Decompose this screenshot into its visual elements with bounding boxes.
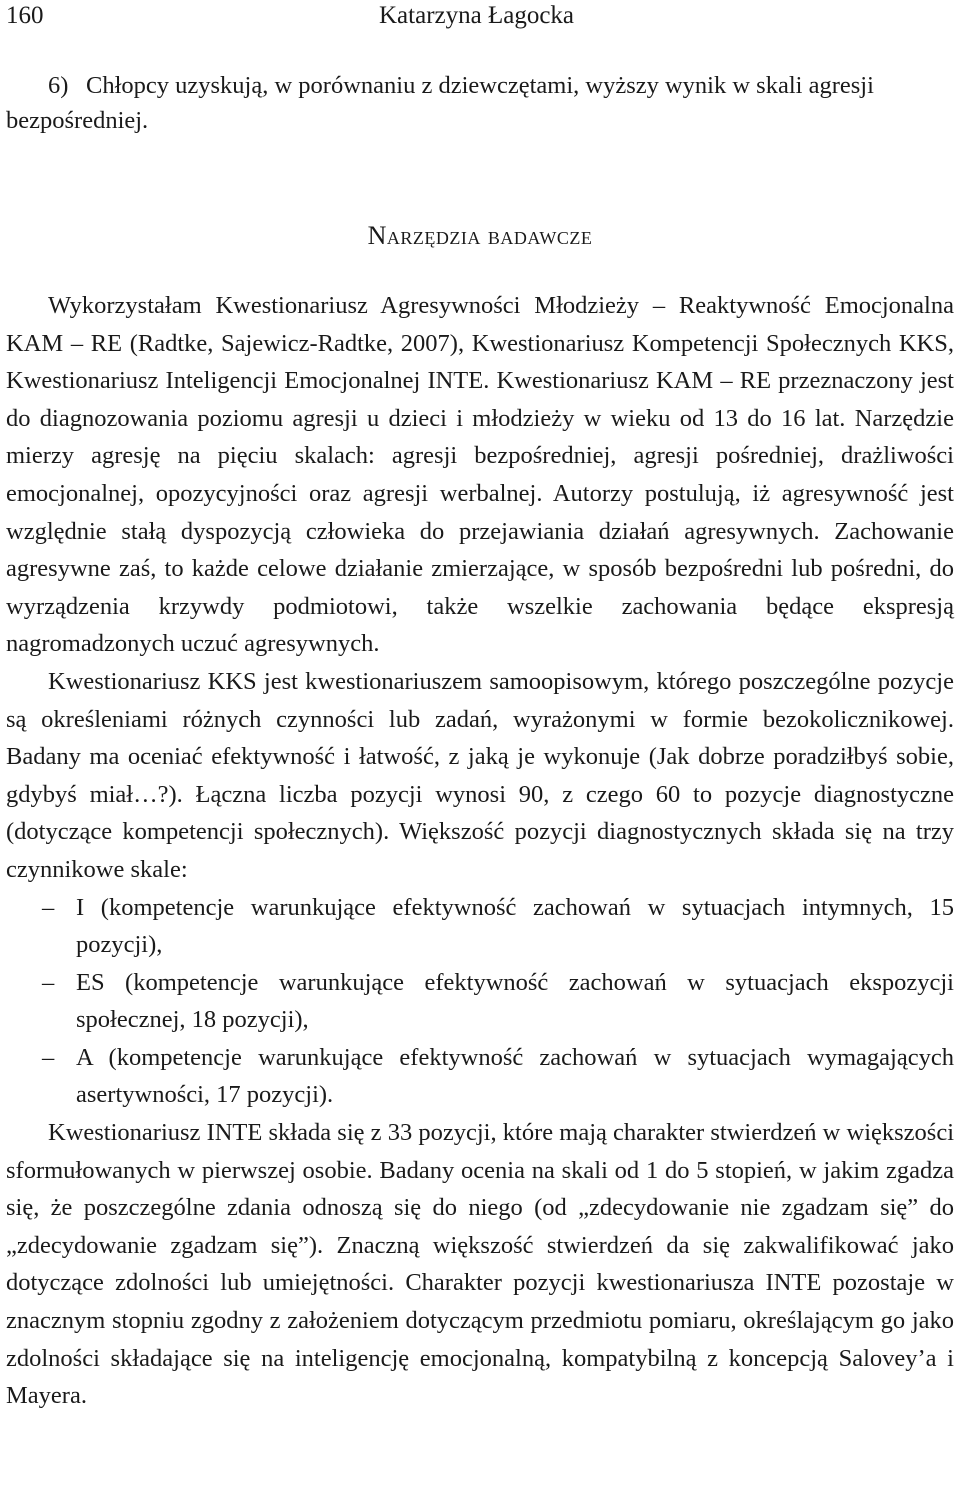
list-item-text: ES (kompetencje warunkujące efektywność zachowań w sytuacjach ekspozycji społecznej, 18 pozycji),	[76, 968, 954, 1034]
running-header-author: Katarzyna Łagocka	[379, 2, 575, 29]
running-header	[6, 0, 956, 36]
list-item	[6, 1039, 954, 1114]
body-text	[6, 287, 954, 1415]
hypothesis-text: Chłopcy uzyskują, w porównaniu z dziewczętami, wyższy wynik w skali agresji bezpośredniej.	[6, 72, 874, 134]
list-item	[6, 964, 954, 1039]
paragraph-kam-re: Wykorzystałam Kwestionariusz Agresywności Młodzieży – Reaktywność Emocjonalna KAM – RE (Radtke, Sajewicz-Radtke, 2007), Kwestionariusz Kompetencji Społecznych KKS, Kwestionariusz Inteligencji Emocjonalnej INTE. Kwestionariusz KAM – RE przeznaczony jest do diagnozowania poziomu agresji u dzieci i młodzieży w wieku od 13 do 16 lat. Narzędzie mierzy agresję na pięciu skalach: agresji bezpośredniej, agresji pośredniej, drażliwości emocjonalnej, opozycyjności oraz agresji werbalnej. Autorzy postulują, iż agresywność jest względnie stałą dyspozycją człowieka do przejawiania działań agresywnych. Zachowanie agresywne zaś, to każde celowe działanie zmierzające, w sposób bezpośredni lub pośredni, do wyrządzenia krzywdy podmiotowi, także wszelkie zachowania będące ekspresją nagromadzonych uczuć agresywnych.	[6, 292, 954, 658]
page-number: 160	[6, 2, 44, 29]
list-dash: –	[42, 893, 55, 921]
section-heading: Narzędzia badawcze	[367, 221, 593, 250]
list-dash: –	[42, 1043, 55, 1071]
paragraph-inte: Kwestionariusz INTE składa się z 33 pozycji, które mają charakter stwierdzeń w większości sformułowanych w pierwszej osobie. Badany ocenia na skali od 1 do 5 stopień, w jakim zgadza się, że poszczególne zdania odnoszą się do niego (od „zdecydowanie nie zgadzam się” do „zdecydowanie zgadzam się”). Znaczną większość stwierdzeń da się zakwalifikować jako dotyczące zdolności lub umiejętności. Charakter pozycji kwestionariusza INTE pozostaje w znacznym stopniu zgodny z założeniem dotyczącym przedmiotu pomiaru, określającym go jako zdolności składające się na inteligencję emocjonalną, kompatybilną z koncepcją Salovey’a i Mayera.	[6, 1119, 954, 1410]
list-dash: –	[42, 968, 55, 996]
list-item-text: A (kompetencje warunkujące efektywność zachowań w sytuacjach wymagających asertywności, 17 pozycji).	[76, 1043, 954, 1109]
hypothesis-item	[6, 68, 954, 138]
list-item-text: I (kompetencje warunkujące efektywność zachowań w sytuacjach intymnych, 15 pozycji),	[76, 893, 954, 959]
scales-list	[6, 889, 954, 1115]
list-item	[6, 889, 954, 964]
paragraph-kks: Kwestionariusz KKS jest kwestionariuszem samoopisowym, którego poszczególne pozycje są określeniami różnych czynności lub zadań, wyrażonymi w formie bezokolicznikowej. Badany ma oceniać efektywność i łatwość, z jaką je wykonuje (Jak dobrze poradziłbyś sobie, gdybyś miał…?). Łączna liczba pozycji wynosi 90, z czego 60 to pozycje diagnostyczne (dotyczące kompetencji społecznych). Większość pozycji diagnostycznych składa się na trzy czynnikowe skale:	[6, 667, 954, 883]
hypothesis-number: 6)	[48, 72, 69, 99]
